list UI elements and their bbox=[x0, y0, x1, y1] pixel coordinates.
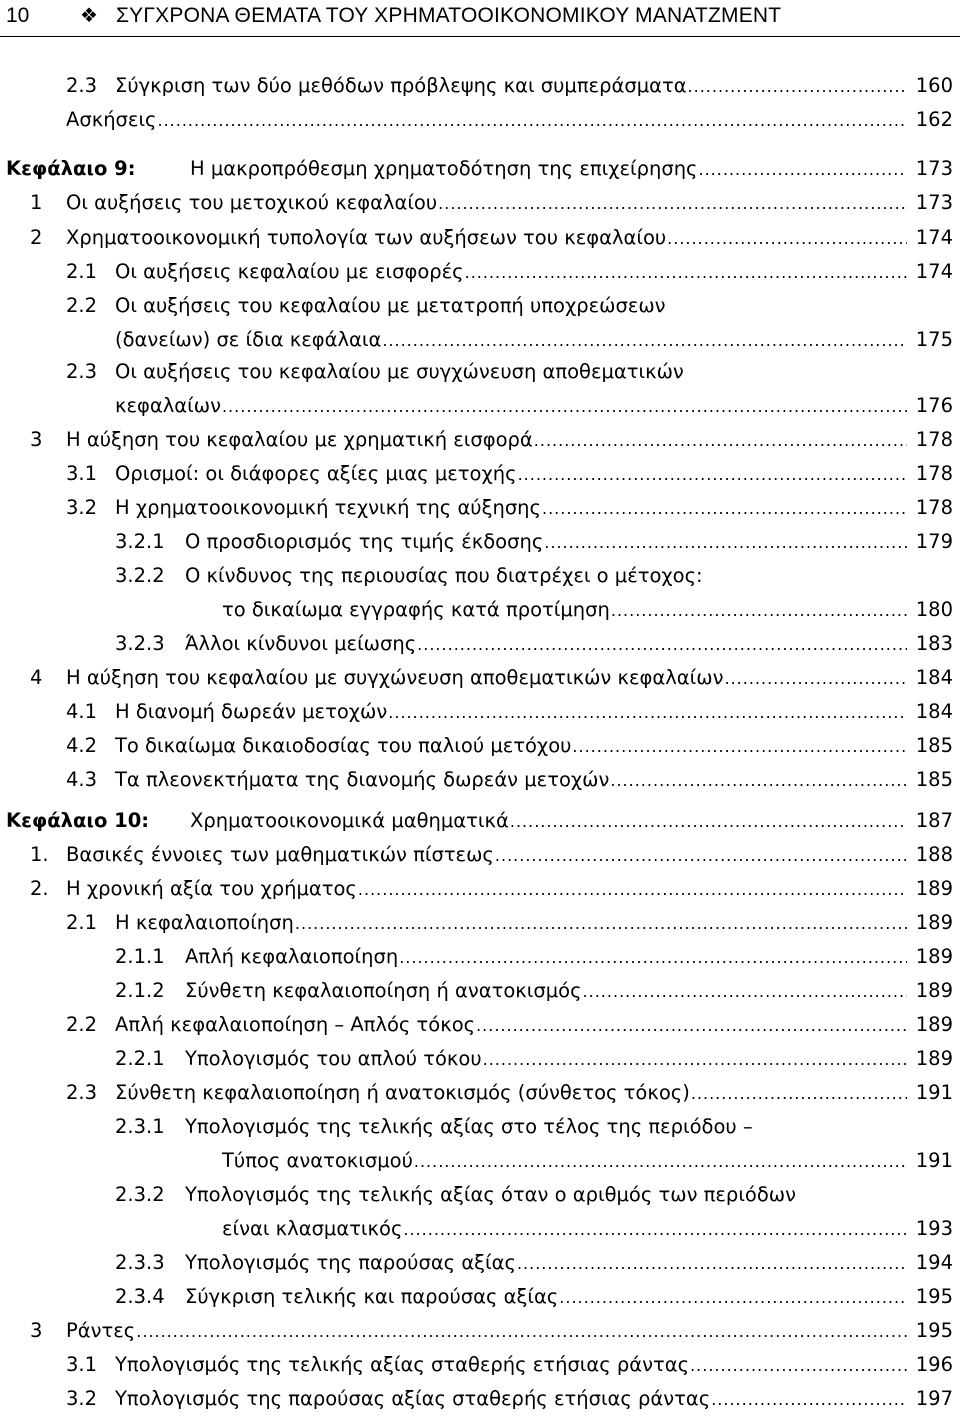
entry-page-number: 191 bbox=[915, 1081, 953, 1104]
entry-title: Ορισμοί: οι διάφορες αξίες μιας μετοχής bbox=[115, 462, 517, 485]
section-number: 1. bbox=[30, 843, 49, 866]
section-number: 3.1 bbox=[66, 462, 98, 485]
entry-page-number: 183 bbox=[915, 632, 953, 655]
entry-title: Οι αυξήσεις κεφαλαίου με εισφορές bbox=[115, 260, 464, 283]
entry-title: Υπολογισμός της τελικής αξίας σταθερής ετήσιας ράντας bbox=[115, 1353, 690, 1376]
toc-entry bbox=[0, 628, 960, 660]
entry-page-number: 178 bbox=[915, 496, 953, 519]
entry-page-number: 196 bbox=[915, 1353, 953, 1376]
entry-title: κεφαλαίων bbox=[115, 394, 221, 417]
entry-title: Υπολογισμός της τελικής αξίας όταν ο αριθμός των περιόδων bbox=[185, 1183, 796, 1206]
entry-title: Σύγκριση τελικής και παρούσας αξίας bbox=[185, 1285, 559, 1308]
dot-leader bbox=[534, 425, 907, 457]
toc-entry bbox=[0, 1281, 960, 1313]
entry-title: Απλή κεφαλαιοποίηση – Απλός τόκος bbox=[115, 1013, 476, 1036]
dot-leader bbox=[610, 765, 907, 797]
entry-title: Ο κίνδυνος της περιουσίας που διατρέχει ο μέτοχος: bbox=[185, 564, 703, 587]
entry-page-number: 188 bbox=[915, 843, 953, 866]
dot-leader bbox=[510, 806, 907, 838]
toc-entry bbox=[0, 805, 960, 837]
toc-entry bbox=[0, 696, 960, 728]
toc-entry bbox=[0, 1179, 960, 1211]
section-number: 2.1 bbox=[66, 260, 98, 283]
dot-leader bbox=[358, 874, 907, 906]
toc-entry bbox=[0, 764, 960, 796]
section-number: 4.1 bbox=[66, 700, 98, 723]
entry-page-number: 189 bbox=[915, 1047, 953, 1070]
entry-page-number: 185 bbox=[915, 768, 953, 791]
entry-page-number: 195 bbox=[915, 1285, 953, 1308]
toc-entry bbox=[0, 324, 960, 356]
entry-page-number: 180 bbox=[915, 598, 953, 621]
section-number: 2.3 bbox=[66, 1081, 98, 1104]
entry-page-number: 184 bbox=[915, 666, 953, 689]
toc-entry bbox=[0, 526, 960, 558]
section-number: 3 bbox=[30, 1319, 43, 1342]
entry-title: Ο προσδιορισμός της τιμής έκδοσης bbox=[185, 530, 544, 553]
toc-entry bbox=[0, 1315, 960, 1347]
dot-leader bbox=[711, 1384, 907, 1416]
section-number: 3.2 bbox=[66, 1387, 98, 1410]
dot-leader bbox=[438, 188, 907, 220]
entry-title: Η αύξηση του κεφαλαίου με χρηματική εισφορά bbox=[66, 428, 533, 451]
section-number: 2.3.3 bbox=[115, 1251, 165, 1274]
entry-page-number: 189 bbox=[915, 877, 953, 900]
entry-title: Οι αυξήσεις του κεφαλαίου με συγχώνευση αποθεματικών bbox=[115, 360, 684, 383]
dot-leader bbox=[417, 629, 907, 661]
header-page-number: 10 bbox=[6, 4, 30, 27]
section-number: 4.3 bbox=[66, 768, 98, 791]
dot-leader bbox=[690, 1350, 907, 1382]
dot-leader bbox=[544, 527, 907, 559]
toc-entry bbox=[0, 492, 960, 524]
dot-leader bbox=[414, 1146, 907, 1178]
entry-page-number: 187 bbox=[915, 809, 953, 832]
section-number: 4 bbox=[30, 666, 43, 689]
entry-page-number: 197 bbox=[915, 1387, 953, 1410]
toc-entry bbox=[0, 941, 960, 973]
toc-entry bbox=[0, 1383, 960, 1415]
entry-title: Άλλοι κίνδυνοι μείωσης bbox=[185, 632, 417, 655]
entry-page-number: 189 bbox=[915, 945, 953, 968]
dot-leader bbox=[483, 1044, 907, 1076]
toc-entry bbox=[0, 662, 960, 694]
entry-title: (δανείων) σε ίδια κεφάλαια bbox=[115, 328, 382, 351]
toc-entry bbox=[0, 839, 960, 871]
entry-title: το δικαίωμα εγγραφής κατά προτίμηση bbox=[222, 598, 610, 621]
dot-leader bbox=[518, 459, 907, 491]
toc-entry bbox=[0, 975, 960, 1007]
toc-entry bbox=[0, 1247, 960, 1279]
entry-title: Οι αυξήσεις του μετοχικού κεφαλαίου bbox=[66, 191, 438, 214]
toc-entry bbox=[0, 458, 960, 490]
dot-leader bbox=[583, 976, 907, 1008]
section-number: 2.3.4 bbox=[115, 1285, 165, 1308]
section-number: 3.2 bbox=[66, 496, 98, 519]
entry-page-number: 173 bbox=[915, 157, 953, 180]
toc-entry bbox=[0, 1111, 960, 1143]
section-number: 3.2.2 bbox=[115, 564, 165, 587]
toc-entry bbox=[0, 1077, 960, 1109]
toc-entry bbox=[0, 1145, 960, 1177]
section-number: 3.2.1 bbox=[115, 530, 165, 553]
entry-title: Η κεφαλαιοποίηση bbox=[115, 911, 294, 934]
dot-leader bbox=[465, 257, 907, 289]
entry-title: Ράντες bbox=[66, 1319, 136, 1342]
entry-title: Υπολογισμός της παρούσας αξίας bbox=[185, 1251, 516, 1274]
entry-page-number: 195 bbox=[915, 1319, 953, 1342]
entry-page-number: 191 bbox=[915, 1149, 953, 1172]
dot-leader bbox=[572, 731, 907, 763]
dot-leader bbox=[667, 223, 907, 255]
section-number: 2. bbox=[30, 877, 49, 900]
section-number: 2.3 bbox=[66, 74, 98, 97]
dot-leader bbox=[382, 325, 907, 357]
entry-title: Τα πλεονεκτήματα της διανομής δωρεάν μετοχών bbox=[115, 768, 610, 791]
dot-leader bbox=[611, 595, 907, 627]
dot-leader bbox=[295, 908, 907, 940]
toc-entry bbox=[0, 1043, 960, 1075]
dot-leader bbox=[158, 105, 908, 137]
entry-page-number: 179 bbox=[915, 530, 953, 553]
entry-title: Υπολογισμός του απλού τόκου bbox=[185, 1047, 482, 1070]
dot-leader bbox=[399, 942, 907, 974]
section-number: 4.2 bbox=[66, 734, 98, 757]
diamond-ornament-icon: ❖ bbox=[80, 3, 98, 27]
toc-entry bbox=[0, 104, 960, 136]
entry-page-number: 193 bbox=[915, 1217, 953, 1240]
toc-entry bbox=[0, 594, 960, 626]
toc-entry bbox=[0, 1009, 960, 1041]
chapter-label: Κεφάλαιο 9: bbox=[6, 157, 136, 180]
section-number: 2.3.1 bbox=[115, 1115, 165, 1138]
entry-page-number: 160 bbox=[915, 74, 953, 97]
toc-entry bbox=[0, 256, 960, 288]
entry-title: Απλή κεφαλαιοποίηση bbox=[185, 945, 399, 968]
dot-leader bbox=[542, 493, 907, 525]
toc-entry bbox=[0, 222, 960, 254]
toc-entry bbox=[0, 560, 960, 592]
toc-entry bbox=[0, 290, 960, 322]
entry-title: Τύπος ανατοκισμού bbox=[222, 1149, 413, 1172]
entry-title: Το δικαίωμα δικαιοδοσίας του παλιού μετόχου bbox=[115, 734, 572, 757]
entry-page-number: 194 bbox=[915, 1251, 953, 1274]
dot-leader bbox=[388, 697, 907, 729]
section-number: 2.3.2 bbox=[115, 1183, 165, 1206]
dot-leader bbox=[222, 391, 907, 423]
toc-entry bbox=[0, 390, 960, 422]
toc-entry bbox=[0, 1213, 960, 1245]
entry-title: Υπολογισμός της τελικής αξίας στο τέλος της περιόδου – bbox=[185, 1115, 753, 1138]
dot-leader bbox=[517, 1248, 907, 1280]
dot-leader bbox=[559, 1282, 907, 1314]
dot-leader bbox=[495, 840, 907, 872]
section-number: 2.1.2 bbox=[115, 979, 165, 1002]
entry-page-number: 162 bbox=[915, 108, 953, 131]
entry-title: Σύγκριση των δύο μεθόδων πρόβλεψης και συμπεράσματα bbox=[115, 74, 687, 97]
entry-page-number: 173 bbox=[915, 191, 953, 214]
entry-page-number: 184 bbox=[915, 700, 953, 723]
entry-page-number: 189 bbox=[915, 911, 953, 934]
entry-page-number: 174 bbox=[915, 226, 953, 249]
toc-entry bbox=[0, 873, 960, 905]
toc-entry bbox=[0, 730, 960, 762]
dot-leader bbox=[691, 1078, 907, 1110]
section-number: 2.2.1 bbox=[115, 1047, 165, 1070]
entry-title: Βασικές έννοιες των μαθηματικών πίστεως bbox=[66, 843, 494, 866]
entry-page-number: 175 bbox=[915, 328, 953, 351]
entry-title: Η διανομή δωρεάν μετοχών bbox=[115, 700, 388, 723]
header-title: ΣΥΓΧΡΟΝΑ ΘΕΜΑΤΑ ΤΟΥ ΧΡΗΜΑΤΟΟΙΚΟΝΟΜΙΚΟΥ ΜΑΝΑΤΖΜΕΝΤ bbox=[116, 4, 782, 27]
section-number: 3.2.3 bbox=[115, 632, 165, 655]
entry-page-number: 178 bbox=[915, 428, 953, 451]
entry-title: είναι κλασματικός bbox=[222, 1217, 403, 1240]
entry-page-number: 185 bbox=[915, 734, 953, 757]
entry-page-number: 189 bbox=[915, 1013, 953, 1036]
entry-title: Χρηματοοικονομικά μαθηματικά bbox=[190, 809, 509, 832]
entry-title: Η αύξηση του κεφαλαίου με συγχώνευση αποθεματικών κεφαλαίων bbox=[66, 666, 724, 689]
entry-title: Η μακροπρόθεσμη χρηματοδότηση της επιχείρησης bbox=[190, 157, 698, 180]
entry-page-number: 174 bbox=[915, 260, 953, 283]
section-number: 2.1.1 bbox=[115, 945, 165, 968]
dot-leader bbox=[699, 154, 908, 186]
toc-entry bbox=[0, 70, 960, 102]
chapter-label: Κεφάλαιο 10: bbox=[6, 809, 150, 832]
toc-entry bbox=[0, 187, 960, 219]
section-number: 2.1 bbox=[66, 911, 98, 934]
section-number: 2.3 bbox=[66, 360, 98, 383]
dot-leader bbox=[136, 1316, 907, 1348]
toc-entry bbox=[0, 424, 960, 456]
dot-leader bbox=[688, 71, 907, 103]
entry-title: Οι αυξήσεις του κεφαλαίου με μετατροπή υποχρεώσεων bbox=[115, 294, 666, 317]
entry-page-number: 178 bbox=[915, 462, 953, 485]
entry-title: Η χρηματοοικονομική τεχνική της αύξησης bbox=[115, 496, 541, 519]
toc-entry bbox=[0, 907, 960, 939]
entry-title: Σύνθετη κεφαλαιοποίηση ή ανατοκισμός (σύνθετος τόκος) bbox=[115, 1081, 690, 1104]
toc-entry bbox=[0, 1349, 960, 1381]
entry-page-number: 176 bbox=[915, 394, 953, 417]
section-number: 3 bbox=[30, 428, 43, 451]
dot-leader bbox=[476, 1010, 907, 1042]
entry-title: Υπολογισμός της παρούσας αξίας σταθερής ετήσιας ράντας bbox=[115, 1387, 711, 1410]
entry-title: Η χρονική αξία του χρήματος bbox=[66, 877, 357, 900]
section-number: 3.1 bbox=[66, 1353, 98, 1376]
entry-title: Χρηματοοικονομική τυπολογία των αυξήσεων του κεφαλαίου bbox=[66, 226, 667, 249]
section-number: 1 bbox=[30, 191, 43, 214]
entry-title: Ασκήσεις bbox=[66, 108, 157, 131]
toc-entry bbox=[0, 356, 960, 388]
section-number: 2 bbox=[30, 226, 43, 249]
section-number: 2.2 bbox=[66, 1013, 98, 1036]
toc-entry bbox=[0, 153, 960, 185]
entry-page-number: 189 bbox=[915, 979, 953, 1002]
entry-title: Σύνθετη κεφαλαιοποίηση ή ανατοκισμός bbox=[185, 979, 582, 1002]
section-number: 2.2 bbox=[66, 294, 98, 317]
dot-leader bbox=[403, 1214, 907, 1246]
dot-leader bbox=[724, 663, 907, 695]
